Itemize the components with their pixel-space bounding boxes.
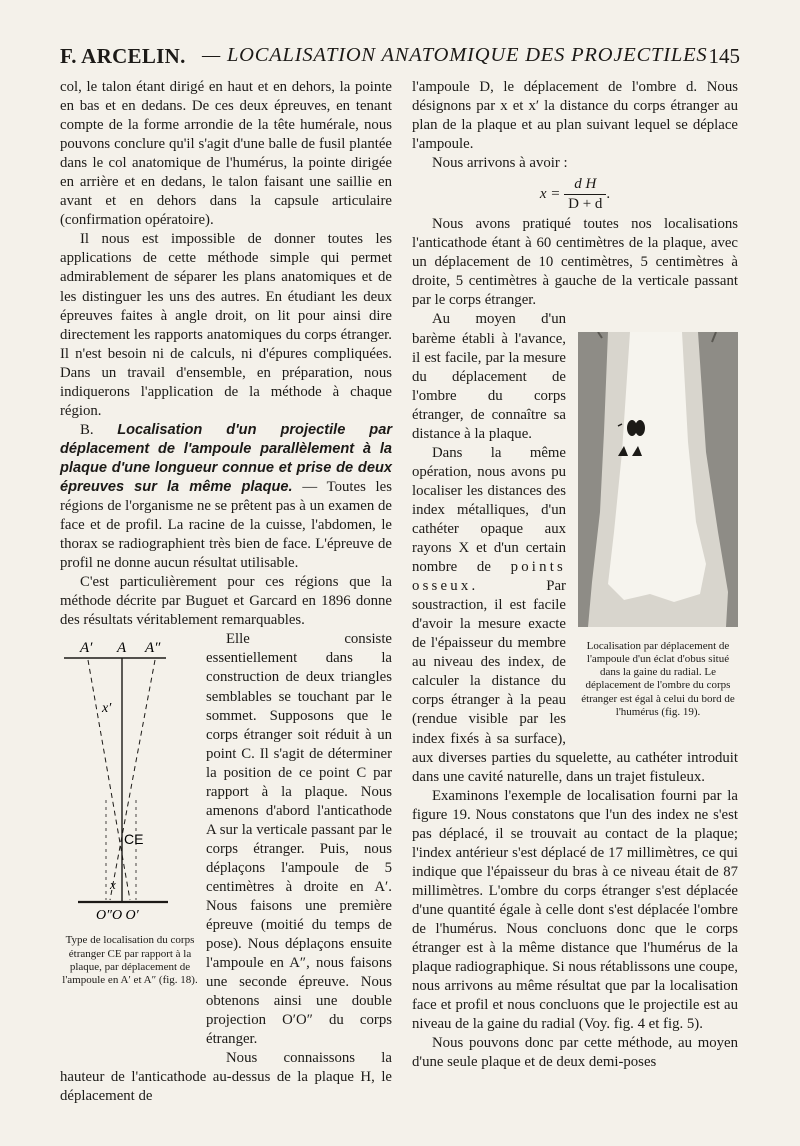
paragraph: Examinons l'exemple de localisation fourni par la figure 19. Nous constatons que l'un des index ne s'est pas déplacé, il se trouvait au contact de la plaque; l'index antérieur s'est déplacé de 17 millimètres, ce qui indique que l'épaisseur du bras à ce niveau était de 87 millimètres. L'ombre du corps étranger s'est déplacée d'une quantité égale à celle dont s'est déplacée l'ombre de l'humérus. Nous concluons donc que le corps étranger est à la même distance que l'humérus de la plaque radiographique. Si nous rétablissons une coupe, nous arrivons au même résultat que par la localisation face et profil et nous concluons que le projectile est au niveau de la gaine du radial (Voy. fig. 4 et fig. 5). — [412, 787, 738, 1033]
section-b — [60, 421, 392, 573]
page-number: 145 — [708, 44, 740, 68]
label-a-prime: A′ — [80, 640, 93, 657]
figure-18 — [60, 632, 200, 1057]
paragraph: Nous pouvons donc par cette méthode, au moyen d'une seule plaque et de deux demi-poses — [412, 1035, 738, 1071]
label-x: x — [110, 877, 116, 893]
paragraph-text: Par soustraction, il est facile d'avoir la mesure exacte de l'épaisseur du membre au niveau des index, de calculer la distance du corps étranger à la peau (rendue visible par les index fixés à sa surface), aux diverses parties du squelette, au cathéter introduit dans une cavité naturelle, dans un trajet fistuleux. — [412, 578, 738, 785]
radiograph-photo — [578, 332, 738, 627]
triangulation-diagram — [60, 632, 200, 932]
label-bottom: O″O O′ — [96, 908, 139, 924]
paragraph: Il nous est impossible de donner toutes les applications de cette méthode simple qui permet admirablement de séparer les plans anatomiques et de les distinguer les uns des autres. En étudiant les deux épreuves faites à angle droit, on lit pour ainsi dire directement les rapports anatomiques du corps étranger. Il n'est besoin ni de calculs, ni d'épures compliquées. Dans un travail d'ensemble, en préparation, nous indiquerons l'application de la méthode à chaque région. — [60, 231, 392, 419]
label-a-second: A″ — [145, 640, 161, 657]
left-column — [60, 78, 392, 1107]
paragraph: Au moyen d'un barème établi à l'avance, il est facile, par la mesure du déplacement de l'ombre du corps étranger, de connaître sa distance à la plaque. — [412, 311, 566, 442]
projectile-shadow-2 — [635, 420, 645, 436]
spaced-text: points osseux. — [412, 559, 566, 595]
formula-tail: . — [606, 186, 611, 203]
paragraph — [60, 573, 392, 630]
section-heading: Localisation d'un projectile par déplacement de l'ampoule parallèlement à la plaque d'une longueur connue et prise de deux épreuves sur la même plaque. — [60, 421, 392, 495]
formula-fraction — [564, 175, 606, 214]
header-author: F. ARCELIN. — [60, 44, 186, 68]
paragraph: Elle consiste essentiellement dans la construction de deux triangles semblables se touchant par le sommet. Supposons que le corps étranger soit réduit à un point C. Il s'agit de déterminer la position de ce point C par rapport à la plaque. Nous amenons d'abord l'anticathode A sur la verticale passant par le corps étranger. Puis, nous déplaçons l'ampoule de 5 centimètres à droite en A′. Nous faisons une première épreuve (moitié du temps de pose). Nous déplaçons ensuite l'ampoule en A″, nous faisons une seconde épreuve. Nous obtenons ainsi une double projection O′O″ du corps étranger. — [206, 631, 392, 1048]
paragraph: col, le talon étant dirigé en haut et en dehors, la pointe en bas et en dedans. De ces deux épreuves, en tenant compte de la forme arrondie de la tête humérale, nous pouvons conclure qu'il s'agit d'une balle de fusil plantée dans le col anatomique de l'humérus, la pointe dirigée en arrière et en dedans, le talon faisant une saillie en avant et en dehors dans la capsule articulaire (confirmation opératoire). — [60, 79, 392, 229]
formula-lhs: x = — [539, 186, 561, 203]
paragraph-text: Dans la même opération, nous avons pu localiser les distances des index métalliques, d'un cathéter opaque aux rayons X et d'un certain nombre de — [412, 444, 566, 576]
header-title: — LOCALISATION ANATOMIQUE DES PROJECTILES — [202, 44, 708, 66]
ray-right — [110, 660, 155, 900]
ray-left — [88, 660, 130, 900]
figure-19 — [572, 332, 738, 732]
label-ce: CE — [124, 831, 144, 848]
section-text: — Toutes les régions de l'organisme ne se prêtent pas à un examen de face et de profil. La racine de la cuisse, l'abdomen, le thorax se radiographient très bien de face. L'épreuve de profil ne donne aucun résultat utilisable. — [60, 478, 392, 572]
figure-19-caption: Localisation par déplacement de l'ampoule d'un éclat d'obus situé dans la gaine du radial. Le déplacement de l'ombre du corps étranger est égal à celui du bord de l'humérus (fig. 19). — [581, 639, 735, 718]
label-a: A — [117, 640, 127, 657]
figure-18-caption: Type de localisation du corps étranger CE par rapport à la plaque, par déplacement de l'ampoule en A′ et A″ (fig. 18). — [62, 934, 198, 987]
paragraph-text: C'est particulièrement pour ces régions que la méthode décrite par Buguet et Garcard en 1896 donne des résultats véritablement remarquables. — [60, 574, 392, 629]
formula-denominator: D + d — [568, 196, 603, 213]
paragraph: Nous avons pratiqué toutes nos localisations l'anticathode étant à 60 centimètres de la plaque, avec un déplacement de 10 centimètres, 5 centimètres à droite, 5 centimètres à gauche de la verticale passant par le corps étranger. — [412, 216, 738, 309]
running-header — [60, 44, 740, 72]
section-letter: B. — [80, 421, 94, 438]
paragraph: l'ampoule D, le déplacement de l'ombre d. Nous désignons par x et x′ la distance du corps étranger au plan de la plaque et au plan suivant lequel se déplace l'ampoule. — [412, 79, 738, 153]
formula — [412, 175, 738, 211]
formula-numerator: d H — [564, 175, 606, 195]
paragraph: Nous arrivons à avoir : — [432, 155, 568, 172]
right-column — [412, 78, 738, 1072]
paragraph: Nous connaissons la hauteur de l'anticathode au-dessus de la plaque H, le déplacement de — [60, 1050, 392, 1105]
label-x-prime: x′ — [102, 701, 112, 717]
